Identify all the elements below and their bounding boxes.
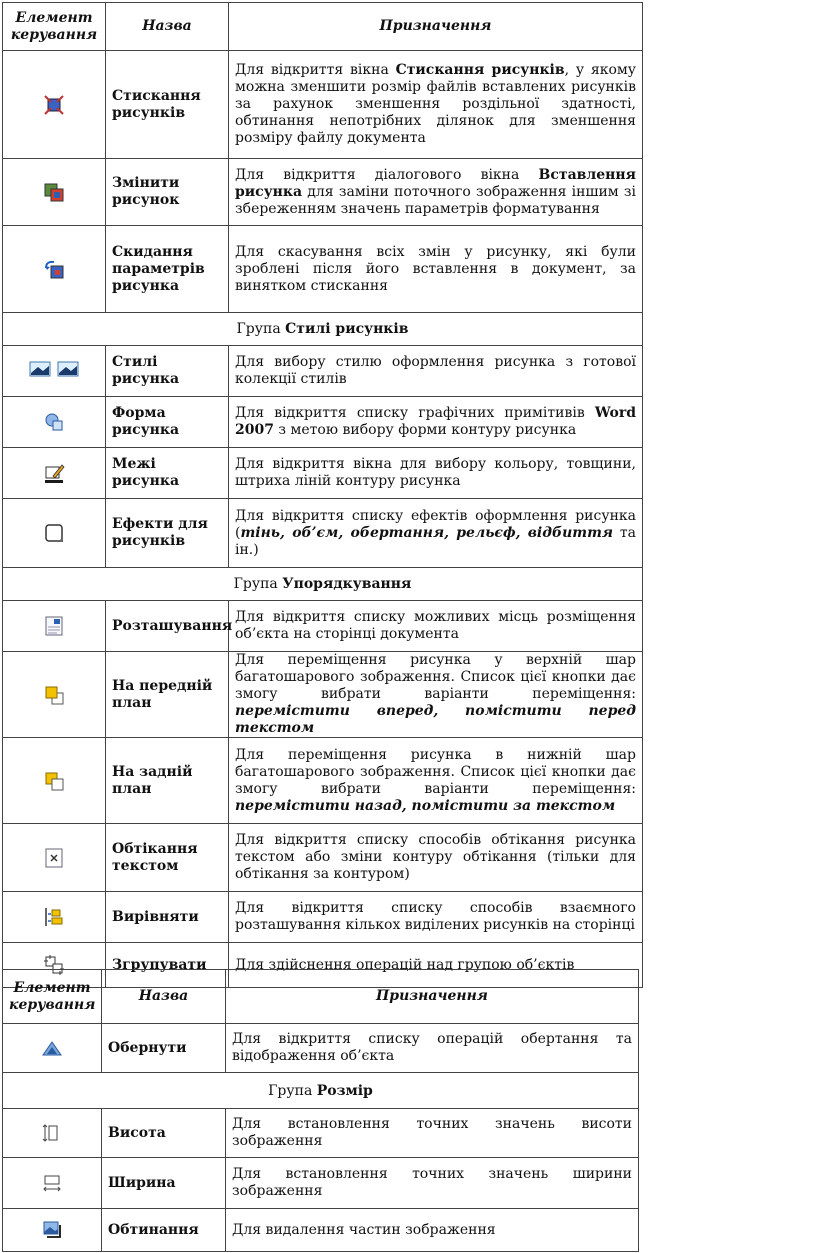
height-icon — [41, 1122, 63, 1144]
control-icon-cell — [3, 346, 106, 397]
control-icon-cell — [3, 824, 106, 892]
table-row — [3, 1109, 639, 1158]
control-purpose: Для відкриття списку способів обтікання рисунка текстом або зміни контуру обтікання (тільки для обтікання за контуром) — [229, 824, 643, 892]
control-name: Ширина — [102, 1158, 226, 1209]
control-name: Межі рисунка — [106, 448, 229, 499]
control-name: Скидання параметрів рисунка — [106, 226, 229, 313]
control-icon-cell — [3, 448, 106, 499]
position-icon — [43, 615, 65, 637]
header-control-element: Елемент керування — [3, 970, 102, 1024]
rotate-icon — [41, 1037, 63, 1059]
control-icon-cell — [3, 499, 106, 568]
table-row — [3, 824, 643, 892]
picture-border-icon — [43, 462, 65, 484]
control-name: Стилі рисунка — [106, 346, 229, 397]
control-name: Розташування — [106, 601, 229, 652]
control-name: На передній план — [106, 652, 229, 738]
control-purpose: Для встановлення точних значень висоти зображення — [226, 1109, 639, 1158]
compress-pictures-icon — [43, 94, 65, 116]
control-icon-cell — [3, 1209, 102, 1252]
group-header-row — [3, 1073, 639, 1109]
control-icon-cell — [3, 51, 106, 159]
control-name: Обернути — [102, 1024, 226, 1073]
control-purpose: Для відкриття списку можливих місць розміщення об’єкта на сторінці документа — [229, 601, 643, 652]
control-icon-cell — [3, 601, 106, 652]
control-name: Змінити рисунок — [106, 159, 229, 226]
control-name: Згрупувати — [106, 943, 229, 988]
table-header-row — [3, 3, 643, 51]
header-control-element: Елемент керування — [3, 3, 106, 51]
group-title: Група Розмір — [3, 1073, 639, 1109]
control-purpose: Для відкриття вікна для вибору кольору, товщини, штриха ліній контуру рисунка — [229, 448, 643, 499]
control-name: Обтікання текстом — [106, 824, 229, 892]
control-purpose: Для вибору стилю оформлення рисунка з готової колекції стилів — [229, 346, 643, 397]
group-header-row — [3, 568, 643, 601]
header-name: Назва — [106, 3, 229, 51]
control-purpose: Для відкриття діалогового вікна Вставлення рисунка для заміни поточного зображення іншим зі збереженням значень параметрів форматування — [229, 159, 643, 226]
control-purpose: Для переміщення рисунка у верхній шар багатошарового зображення. Список цієї кнопки дає змогу вибрати варіанти переміщення: перемістити вперед, помістити перед текстом — [229, 652, 643, 738]
control-name: Стискання рисунків — [106, 51, 229, 159]
picture-shape-icon — [43, 411, 65, 433]
table-row — [3, 892, 643, 943]
table-row — [3, 51, 643, 159]
control-purpose: Для відкриття вікна Стискання рисунків, у якому можна зменшити розмір файлів вставлених рисунків за рахунок зменшення роздільної здатності, обтинання непотрібних ділянок для зменшення розміру файлу документа — [229, 51, 643, 159]
control-icon-cell — [3, 397, 106, 448]
control-icon-cell — [3, 892, 106, 943]
control-name: Форма рисунка — [106, 397, 229, 448]
control-purpose: Для відкриття списку операцій обертання та відображення об’єкта — [226, 1024, 639, 1073]
control-name: Ефекти для рисунків — [106, 499, 229, 568]
control-purpose: Для видалення частин зображення — [226, 1209, 639, 1252]
table-row — [3, 448, 643, 499]
control-purpose: Для відкриття списку ефектів оформлення рисунка (тінь, об’єм, обертання, рельєф, відбиття та ін.) — [229, 499, 643, 568]
control-icon-cell — [3, 652, 106, 738]
controls-table-1 — [2, 2, 643, 988]
control-purpose: Для скасування всіх змін у рисунку, які були зроблені після його вставлення в документ, за винятком стискання — [229, 226, 643, 313]
crop-icon — [41, 1219, 63, 1241]
table-row — [3, 226, 643, 313]
table-row — [3, 601, 643, 652]
controls-table-2 — [2, 969, 639, 1252]
control-icon-cell — [3, 1024, 102, 1073]
table-row — [3, 159, 643, 226]
table-row — [3, 1158, 639, 1209]
control-name: На задній план — [106, 738, 229, 824]
group-title: Група Упорядкування — [3, 568, 643, 601]
table-row — [3, 499, 643, 568]
change-picture-icon — [43, 181, 65, 203]
table-row — [3, 397, 643, 448]
table-row — [3, 738, 643, 824]
control-name: Висота — [102, 1109, 226, 1158]
send-to-back-icon — [43, 770, 65, 792]
table-row — [3, 1209, 639, 1252]
control-icon-cell — [3, 738, 106, 824]
group-header-row — [3, 313, 643, 346]
control-purpose: Для здійснення операцій над групою об’єктів — [229, 943, 643, 988]
header-name: Назва — [102, 970, 226, 1024]
header-purpose: Призначення — [226, 970, 639, 1024]
control-name: Обтинання — [102, 1209, 226, 1252]
control-purpose: Для переміщення рисунка в нижній шар багатошарового зображення. Список цієї кнопки дає змогу вибрати варіанти переміщення: перемістити назад, помістити за текстом — [229, 738, 643, 824]
align-icon — [43, 906, 65, 928]
control-icon-cell — [3, 159, 106, 226]
table-header-row — [3, 970, 639, 1024]
table-row — [3, 346, 643, 397]
group-title: Група Стилі рисунків — [3, 313, 643, 346]
header-purpose: Призначення — [229, 3, 643, 51]
picture-styles-icon — [29, 358, 79, 380]
table-row — [3, 652, 643, 738]
control-purpose: Для встановлення точних значень ширини зображення — [226, 1158, 639, 1209]
text-wrapping-icon — [43, 847, 65, 869]
control-purpose: Для відкриття списку графічних примітивів Word 2007 з метою вибору форми контуру рисунка — [229, 397, 643, 448]
picture-effects-icon — [43, 522, 65, 544]
control-icon-cell — [3, 1158, 102, 1209]
control-name: Вирівняти — [106, 892, 229, 943]
width-icon — [41, 1172, 63, 1194]
control-icon-cell — [3, 1109, 102, 1158]
reset-picture-icon — [43, 258, 65, 280]
control-icon-cell — [3, 226, 106, 313]
bring-to-front-icon — [43, 684, 65, 706]
control-purpose: Для відкриття списку способів взаємного розташування кількох виділених рисунків на сторінці — [229, 892, 643, 943]
table-row — [3, 1024, 639, 1073]
